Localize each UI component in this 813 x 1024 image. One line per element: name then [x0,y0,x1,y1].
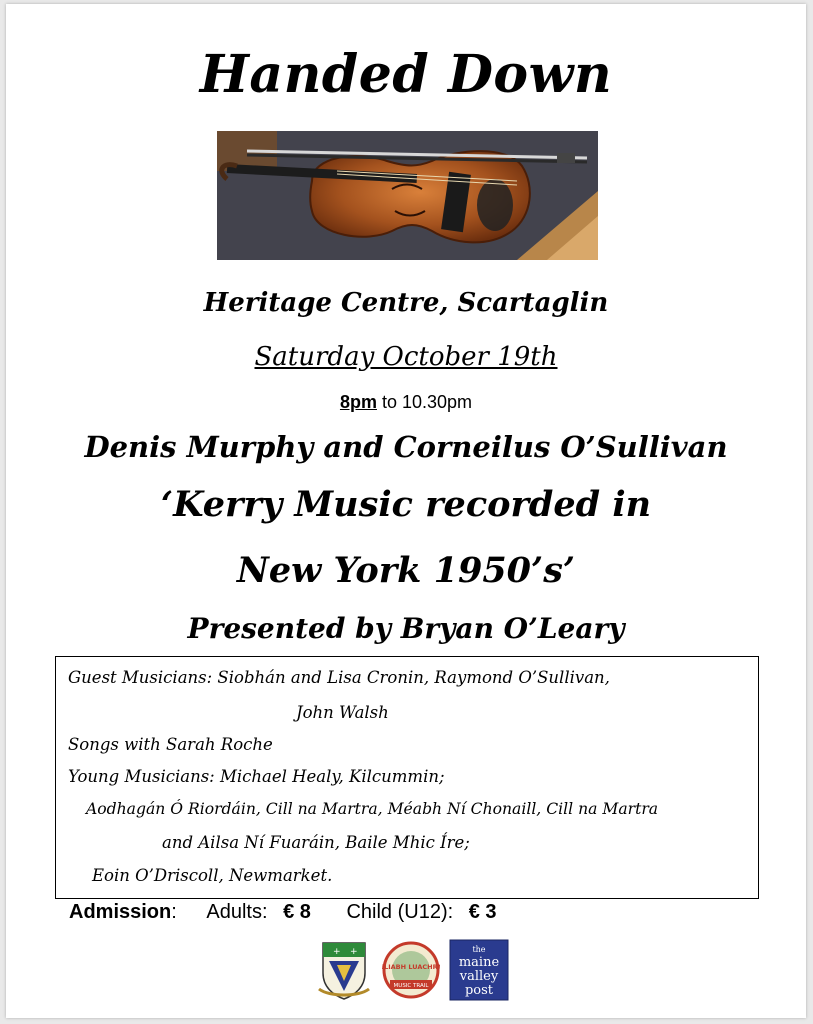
time-start: 8pm [339,392,377,412]
maine-valley-post-logo [449,939,509,1001]
guest-musicians-line-2: John Walsh [296,703,389,722]
svg-text:+: + [333,947,341,957]
musicians-box [55,656,759,899]
admission-row [69,901,789,924]
child-price: € 3 [468,901,497,923]
adults-label: Adults: [206,901,268,923]
svg-text:+: + [350,947,358,957]
music-trail-text: MUSIC TRAIL [393,983,429,989]
admission-colon: : [171,901,177,923]
guest-musicians-line: Guest Musicians: Siobhán and Lisa Cronin, Raymond O’Sullivan, [68,668,610,687]
admission-label: Admission [69,901,172,923]
presenter: Presented by Bryan O’Leary [187,612,625,645]
sliabh-luachra-logo [382,939,440,1001]
event-time [6,392,806,413]
maine-valley-post-line-1: the [472,945,486,954]
young-musicians-line-3: and Ailsa Ní Fuaráin, Baile Mhic Íre; [162,833,470,852]
performers: Denis Murphy and Corneilus O’Sullivan [84,430,728,464]
maine-valley-post-line-2: maine [458,955,500,970]
songs-line: Songs with Sarah Roche [68,735,273,754]
venue: Heritage Centre, Scartaglin [203,288,609,318]
event-date: Saturday October 19th [254,342,558,372]
young-musicians-line: Young Musicians: Michael Healy, Kilcummin; [68,767,445,786]
time-end: to 10.30pm [376,392,473,412]
young-musicians-line-2: Aodhagán Ó Riordáin, Cill na Martra, Méabh Ní Chonaill, Cill na Martra [86,800,659,818]
violin-photo [217,131,598,260]
child-label: Child (U12): [346,901,454,923]
young-musicians-line-4: Eoin O’Driscoll, Newmarket. [92,866,333,885]
poster-sheet [6,4,806,1018]
sliabh-luachra-text: SLIABH LUACHRA [382,963,440,971]
maine-valley-post-line-4: post [464,983,494,998]
talk-title-line-1: ‘Kerry Music recorded in [160,484,652,525]
talk-title-line-2: New York 1950’s’ [236,550,576,591]
poster-title: Handed Down [199,44,613,105]
maine-valley-post-line-3: valley [459,969,499,984]
adults-price: € 8 [283,901,311,923]
county-crest-logo [315,939,373,1001]
